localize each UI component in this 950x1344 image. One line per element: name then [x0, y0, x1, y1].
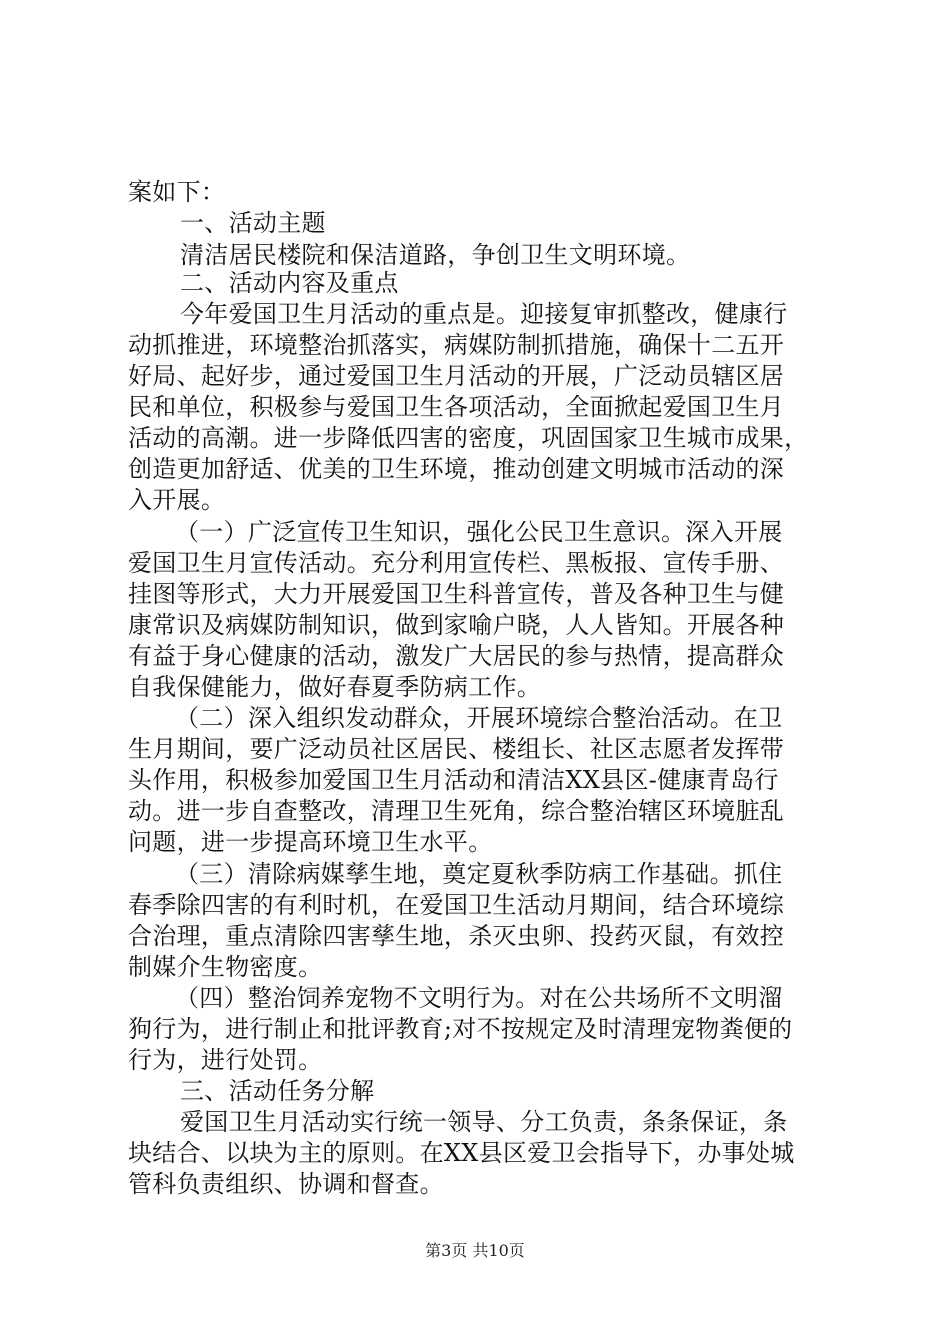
- text-line: 康常识及病媒防制知识，做到家喻户晓，人人皆知。开展各种: [128, 611, 785, 639]
- text-line: 管科负责组织、协调和督查。: [128, 1170, 444, 1198]
- text-line: （四）整治饲养宠物不文明行为。对在公共场所不文明溜: [175, 984, 783, 1012]
- text-line: 民和单位，积极参与爱国卫生各项活动，全面掀起爱国卫生月: [128, 393, 785, 421]
- text-line: 爱国卫生月活动实行统一领导、分工负责，条条保证，条: [180, 1108, 788, 1136]
- text-line: 动抓推进，环境整治抓落实，病媒防制抓措施，确保十二五开: [128, 331, 785, 359]
- text-line: （二）深入组织发动群众，开展环境综合整治活动。在卫: [175, 704, 783, 732]
- section-heading: 三、活动任务分解: [180, 1077, 375, 1105]
- section-heading: 二、活动内容及重点: [180, 269, 399, 297]
- text-line: 问题，进一步提高环境卫生水平。: [128, 828, 493, 856]
- text-line: （一）广泛宣传卫生知识，强化公民卫生意识。深入开展: [175, 518, 783, 546]
- text-line: 清洁居民楼院和保洁道路，争创卫生文明环境。: [180, 241, 691, 269]
- text-line: 爱国卫生月宣传活动。充分利用宣传栏、黑板报、宣传手册、: [128, 549, 785, 577]
- text-line: 生月期间，要广泛动员社区居民、楼组长、社区志愿者发挥带: [128, 735, 785, 763]
- text-line: 案如下：: [128, 178, 226, 206]
- text-line: 好局、起好步，通过爱国卫生月活动的开展，广泛动员辖区居: [128, 362, 785, 390]
- text-line: 春季除四害的有利时机，在爱国卫生活动月期间，结合环境综: [128, 891, 785, 919]
- text-line: 行为，进行处罚。: [128, 1046, 323, 1074]
- text-line: 制媒介生物密度。: [128, 953, 323, 981]
- text-line: 头作用，积极参加爱国卫生月活动和清洁XX县区-健康青岛行: [128, 766, 779, 794]
- text-line: 合治理，重点清除四害孳生地，杀灭虫卵、投药灭鼠，有效控: [128, 922, 785, 950]
- text-line: （三）清除病媒孳生地，奠定夏秋季防病工作基础。抓住: [175, 860, 783, 888]
- page-number-footer: 第3页 共10页: [425, 1241, 525, 1260]
- text-line: 块结合、以块为主的原则。在XX县区爱卫会指导下，办事处城: [128, 1139, 795, 1167]
- section-heading: 一、活动主题: [180, 209, 326, 237]
- text-line: 有益于身心健康的活动，激发广大居民的参与热情，提高群众: [128, 642, 785, 670]
- text-line: 动。进一步自查整改，清理卫生死角，综合整治辖区环境脏乱: [128, 797, 785, 825]
- text-line: 今年爱国卫生月活动的重点是。迎接复审抓整改，健康行: [180, 300, 788, 328]
- text-line: 狗行为，进行制止和批评教育;对不按规定及时清理宠物粪便的: [128, 1015, 793, 1043]
- text-line: 挂图等形式，大力开展爱国卫生科普宣传，普及各种卫生与健: [128, 580, 785, 608]
- text-line: 创造更加舒适、优美的卫生环境，推动创建文明城市活动的深: [128, 455, 785, 483]
- text-line: 自我保健能力，做好春夏季防病工作。: [128, 673, 542, 701]
- text-line: 入开展。: [128, 486, 226, 514]
- text-line: 活动的高潮。进一步降低四害的密度，巩固国家卫生城市成果，: [128, 424, 809, 452]
